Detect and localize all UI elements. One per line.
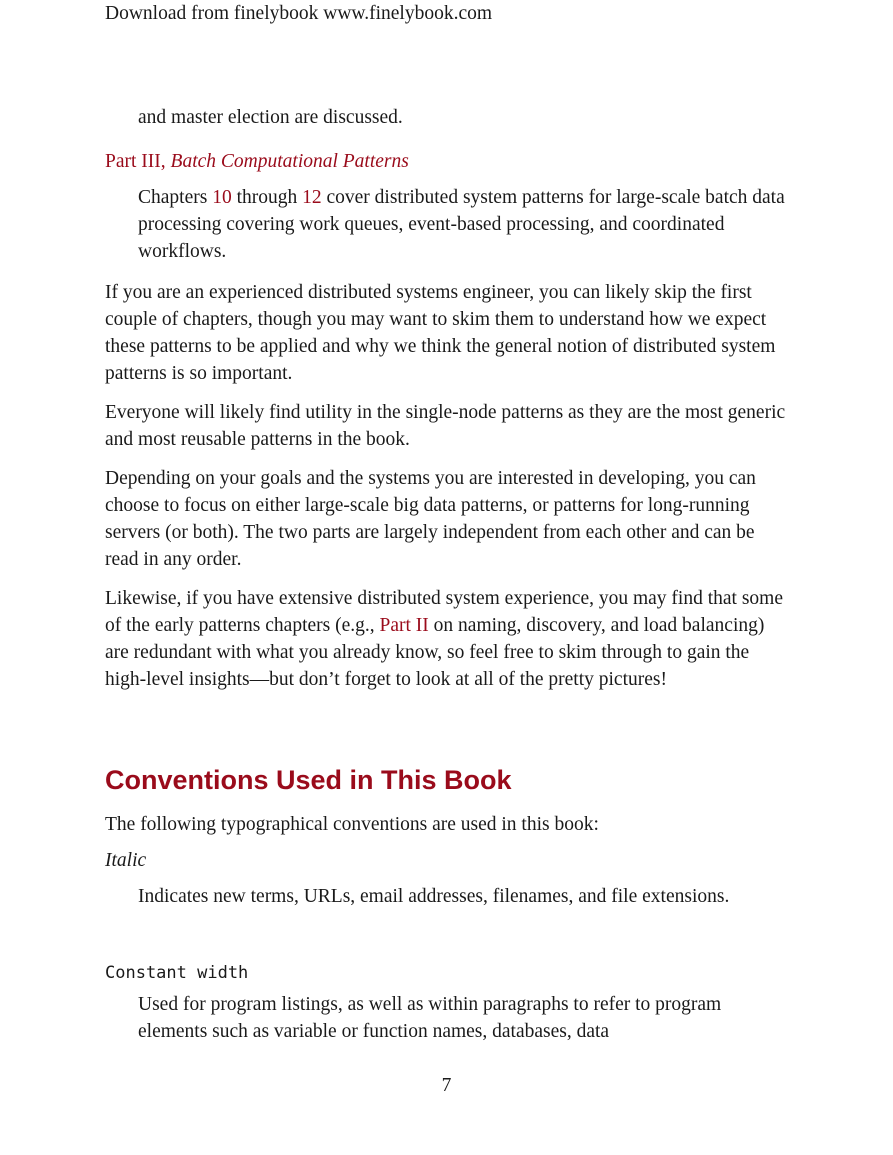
part3-description (138, 184, 789, 265)
part3-term (105, 148, 409, 175)
part3-desc-text-3: cover distributed system patterns for large-scale batch data processing covering work queues, event-based processing, and coordinated workflows. (138, 187, 785, 262)
likewise-text-after: on naming, discovery, and load balancing) are redundant with what you already know, so feel free to skim through to gain the high-level insights—but don’t forget to look at all of the pretty pictures! (105, 615, 765, 690)
paragraph-likewise (105, 585, 789, 693)
paragraph-experienced: If you are an experienced distributed systems engineer, you can likely skip the first couple of chapters, though you may want to skim them to understand how we expect these patterns to be applied and why we think the general notion of distributed system patterns is so important. (105, 282, 776, 384)
paragraph-everyone: Everyone will likely find utility in the single-node patterns as they are the most generic and most reusable patterns in the book. (105, 402, 786, 450)
chapter-10-link[interactable]: 10 (212, 187, 232, 208)
page-number: 7 (441, 1075, 452, 1096)
constant-width-description: Used for program listings, as well as within paragraphs to refer to program elements such as variable or function names, databases, data (138, 994, 722, 1042)
part3-desc-text-2: through (231, 187, 303, 208)
conventions-heading: Conventions Used in This Book (105, 765, 512, 795)
part3-title-link[interactable]: Batch Computational Patterns (170, 151, 409, 172)
part3-desc-text-1: Chapters (138, 187, 213, 208)
constant-width-term: Constant width (105, 963, 249, 983)
download-source-header: Download from finelybook www.finelybook.com (105, 3, 493, 24)
part2-description-continuation: and master election are discussed. (138, 107, 403, 128)
paragraph-depending: Depending on your goals and the systems you are interested in developing, you can choose to focus on either large-scale big data patterns, or patterns for long-running servers (or both). The two parts are largely independent from each other and can be read in any order. (105, 468, 756, 570)
likewise-text-before: Likewise, if you have extensive distributed system experience, you may find that some of the early patterns chapters (e.g., (105, 588, 783, 636)
italic-term: Italic (105, 850, 147, 871)
conventions-intro: The following typographical conventions are used in this book: (105, 814, 599, 835)
part2-link[interactable]: Part II (379, 615, 429, 636)
italic-description: Indicates new terms, URLs, email addresses, filenames, and file extensions. (138, 886, 730, 907)
part3-label[interactable]: Part III, (105, 151, 171, 172)
chapter-12-link[interactable]: 12 (302, 187, 322, 208)
